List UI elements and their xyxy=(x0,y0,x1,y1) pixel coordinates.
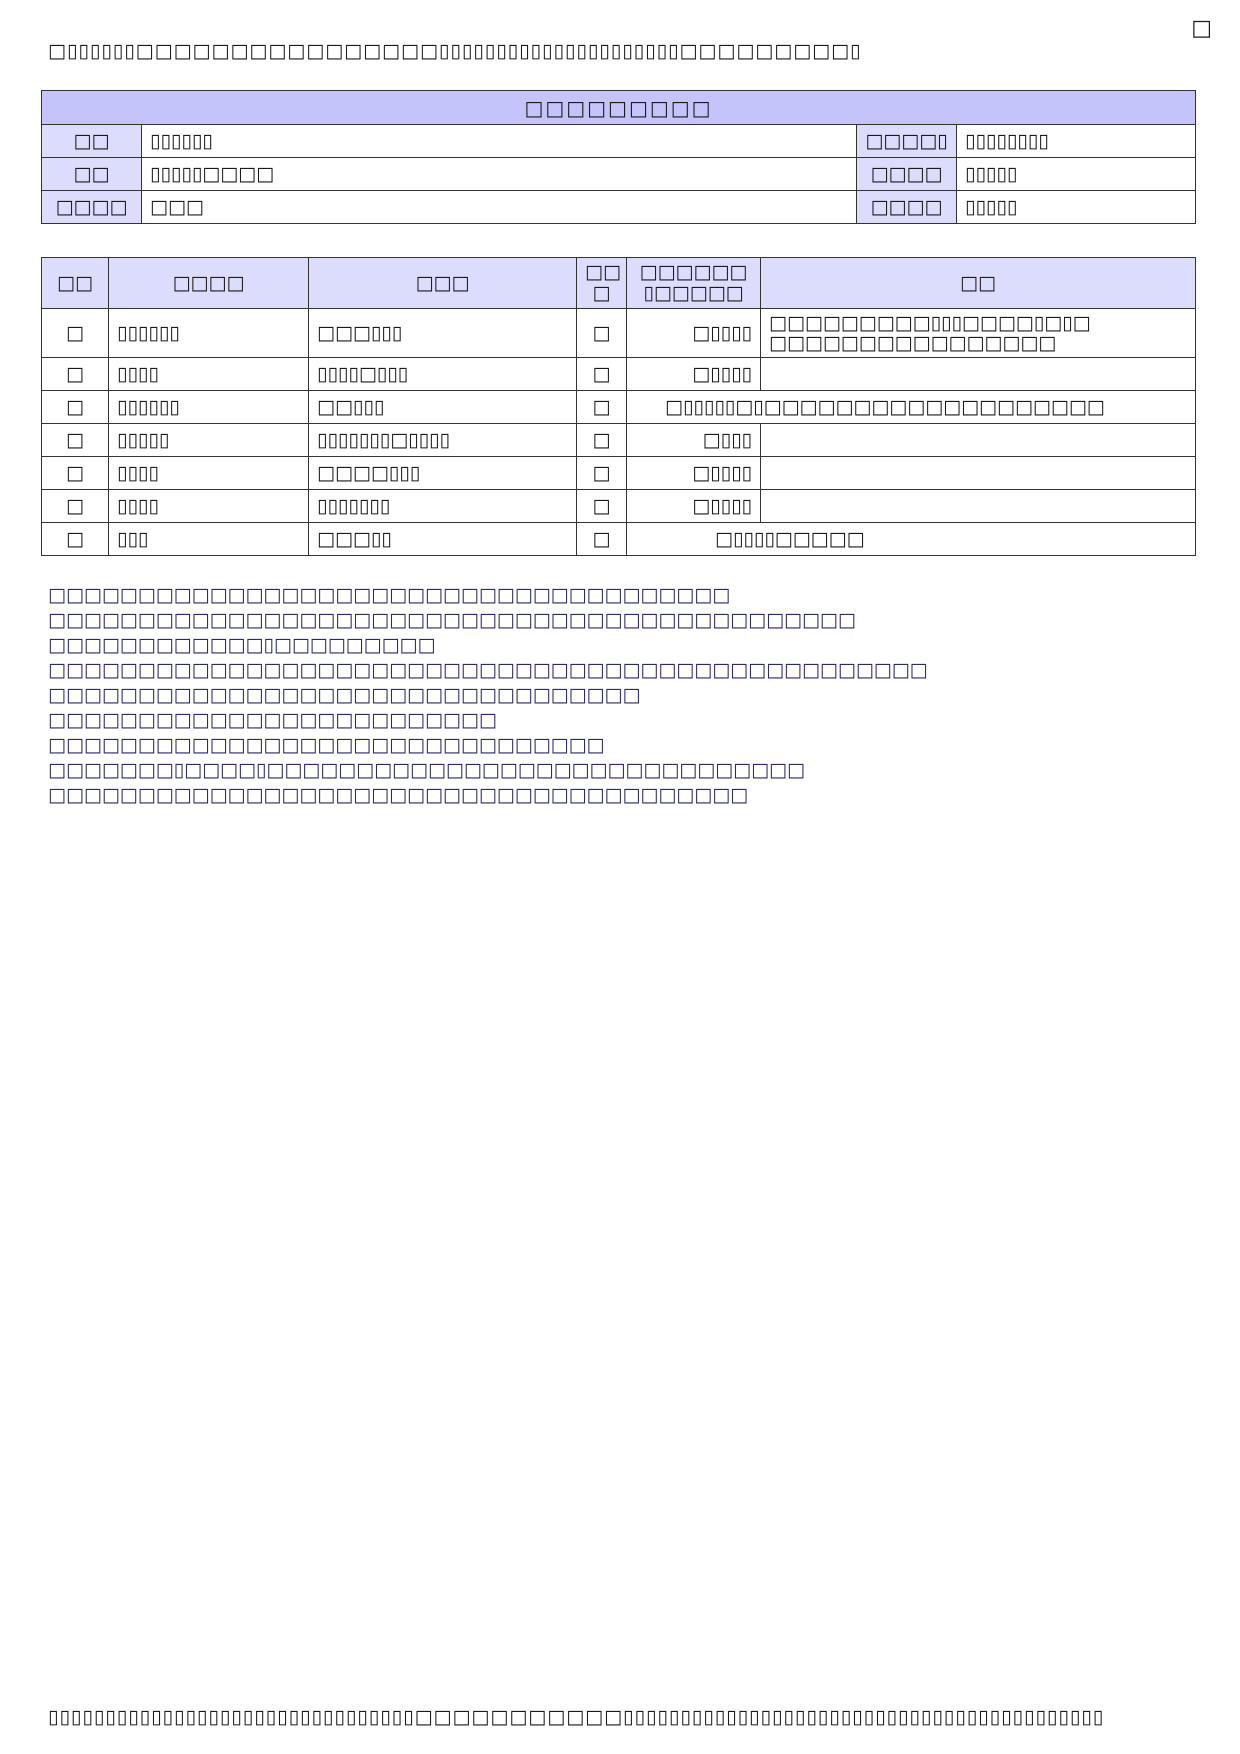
item-code: ▯▯▯▯▯▯ xyxy=(109,391,309,424)
note-line: □□□□□□□□□□□□□□□□□□□□□□□□□□□□□□□□□ xyxy=(48,684,641,706)
item-code: ▯▯▯▯▯ xyxy=(109,424,309,457)
summary-value: ▯▯▯▯▯▯ xyxy=(142,125,857,158)
row-number: □ xyxy=(42,424,109,457)
summary-value: ▯▯▯▯▯ xyxy=(957,191,1196,224)
row-number: □ xyxy=(42,457,109,490)
item-amount: □▯▯▯▯ xyxy=(627,457,761,490)
summary-title-row xyxy=(42,91,1196,125)
item-code: ▯▯▯▯▯▯ xyxy=(109,309,309,358)
item-name: ▯▯▯▯□▯▯▯ xyxy=(309,358,577,391)
item-name: □□□▯▯▯ xyxy=(309,309,577,358)
item-code: ▯▯▯▯ xyxy=(109,490,309,523)
note-line: □□□□□□□▯□□□□▯□□□□□□□□□□□□□□□□□□□□□□□□□□□□□□ xyxy=(48,759,805,781)
item-name: □□□▯▯ xyxy=(309,523,577,556)
item-quantity: □ xyxy=(577,490,627,523)
summary-title: □□□□□□□□□ xyxy=(42,91,1196,125)
item-quantity: □ xyxy=(577,391,627,424)
item-name: ▯▯▯▯▯▯▯ xyxy=(309,490,577,523)
item-quantity: □ xyxy=(577,457,627,490)
item-amount: □▯▯▯▯▯□▯□□□□□□□□□□□□□□□□□□□ xyxy=(627,391,1196,424)
summary-label: □□ xyxy=(42,158,142,191)
item-name: □□□□▯▯▯ xyxy=(309,457,577,490)
column-header: □□□ xyxy=(309,258,577,309)
note-line: □□□□□□□□□□□□□□□□□□□□□□□□□□□□□□□□□□□□□□□□□□□□□□□□□ xyxy=(48,659,928,681)
summary-row xyxy=(42,125,1196,158)
summary-row xyxy=(42,191,1196,224)
page-number: □ xyxy=(1191,16,1212,41)
item-amount: □▯▯▯▯□□□□□ xyxy=(627,523,1196,556)
row-number: □ xyxy=(42,523,109,556)
row-number: □ xyxy=(42,309,109,358)
item-note xyxy=(761,424,1196,457)
item-note xyxy=(761,457,1196,490)
summary-label: □□□□ xyxy=(42,191,142,224)
item-note xyxy=(761,358,1196,391)
column-header: □□ xyxy=(42,258,109,309)
document-header: □▯▯▯▯▯▯□□□□□□□□□□□□□□□□▯▯▯▯▯▯▯▯▯▯▯▯▯▯▯▯▯▯▯▯▯□□□□□□□□□▯ xyxy=(48,40,862,62)
item-amount: □▯▯▯ xyxy=(627,424,761,457)
item-quantity: □ xyxy=(577,358,627,391)
table-row xyxy=(42,309,1196,358)
table-row xyxy=(42,358,1196,391)
item-quantity: □ xyxy=(577,309,627,358)
item-code: ▯▯▯ xyxy=(109,523,309,556)
note-line: □□□□□□□□□□□□▯□□□□□□□□□ xyxy=(48,634,436,656)
item-quantity: □ xyxy=(577,523,627,556)
item-name: □□▯▯▯ xyxy=(309,391,577,424)
column-header: □□□□ xyxy=(109,258,309,309)
column-header: □□ □ xyxy=(577,258,627,309)
items-header-row xyxy=(42,258,1196,309)
item-amount: □▯▯▯▯ xyxy=(627,358,761,391)
summary-label: □□□□ xyxy=(857,158,957,191)
summary-value: ▯▯▯▯▯▯▯▯ xyxy=(957,125,1196,158)
note-line: □□□□□□□□□□□□□□□□□□□□□□□□□□□□□□□□□□□□□□ xyxy=(48,584,731,606)
column-header: □□ xyxy=(761,258,1196,309)
table-row xyxy=(42,424,1196,457)
table-row xyxy=(42,523,1196,556)
item-quantity: □ xyxy=(577,424,627,457)
summary-value: □□□ xyxy=(142,191,857,224)
row-number: □ xyxy=(42,490,109,523)
summary-value: ▯▯▯▯▯□□□□ xyxy=(142,158,857,191)
note-line: □□□□□□□□□□□□□□□□□□□□□□□□□□□□□□□ xyxy=(48,734,605,756)
summary-label: □□□□▯ xyxy=(857,125,957,158)
summary-label: □□□□ xyxy=(857,191,957,224)
item-note: □□□□□□□□□▯▯▯□□□□▯□▯□ □□□□□□□□□□□□□□□□ xyxy=(761,309,1196,358)
summary-table xyxy=(41,90,1196,224)
item-amount: □▯▯▯▯ xyxy=(627,490,761,523)
item-code: ▯▯▯▯ xyxy=(109,358,309,391)
summary-label: □□ xyxy=(42,125,142,158)
row-number: □ xyxy=(42,391,109,424)
document-footer: ▯▯▯▯▯▯▯▯▯▯▯▯▯▯▯▯▯▯▯▯▯▯▯▯▯▯▯▯▯▯▯▯□□□□□□□□□□□▯▯▯▯▯▯▯▯▯▯▯▯▯▯▯▯▯▯▯▯▯▯▯▯▯▯▯▯▯▯▯▯▯▯▯▯▯▯▯▯▯▯ xyxy=(48,1706,1105,1728)
summary-value: ▯▯▯▯▯ xyxy=(957,158,1196,191)
items-table xyxy=(41,257,1196,556)
summary-row xyxy=(42,158,1196,191)
column-header: □□□□□□ ▯□□□□□ xyxy=(627,258,761,309)
row-number: □ xyxy=(42,358,109,391)
table-row xyxy=(42,391,1196,424)
item-amount: □▯▯▯▯ xyxy=(627,309,761,358)
item-note xyxy=(761,490,1196,523)
table-row xyxy=(42,457,1196,490)
note-line: □□□□□□□□□□□□□□□□□□□□□□□□□□□□□□□□□□□□□□□□□□□□□ xyxy=(48,609,856,631)
item-name: ▯▯▯▯▯▯▯□▯▯▯▯ xyxy=(309,424,577,457)
item-code: ▯▯▯▯ xyxy=(109,457,309,490)
notes-block xyxy=(48,583,1198,808)
note-line: □□□□□□□□□□□□□□□□□□□□□□□□□ xyxy=(48,709,497,731)
table-row xyxy=(42,490,1196,523)
note-line: □□□□□□□□□□□□□□□□□□□□□□□□□□□□□□□□□□□□□□□ xyxy=(48,784,749,806)
